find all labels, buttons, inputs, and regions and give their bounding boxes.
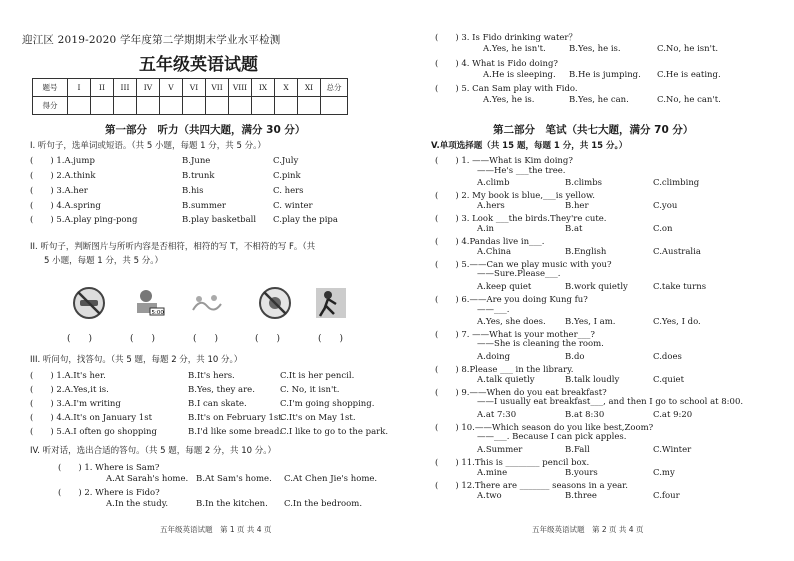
section5-instructions: V.单项选择题（共 15 题，每题 1 分，共 15 分。） bbox=[431, 141, 628, 151]
mc-question: ( ) 7. ——What is your mother___? bbox=[435, 330, 595, 340]
answer-option-c[interactable]: C.No, he isn't. bbox=[657, 44, 719, 54]
page-right bbox=[397, 0, 794, 561]
score-cell: III bbox=[114, 79, 137, 97]
mc-question: ( ) 3. Look ___the birds.They're cute. bbox=[435, 214, 607, 224]
mc-question: ( ) 5.——Can we play music with you? bbox=[435, 260, 612, 270]
question-option-a[interactable]: ( ) 2.A.Yes,it is. bbox=[30, 385, 109, 395]
answer-option-b[interactable]: B.Yes, he can. bbox=[569, 95, 629, 105]
answer-paren[interactable]: ( ) bbox=[67, 334, 93, 344]
question-row bbox=[30, 384, 390, 397]
score-input-cell[interactable] bbox=[137, 97, 160, 115]
listening-question: ( ) 4. What is Fido doing? bbox=[435, 59, 558, 69]
page-footer: 五年级英语试题 第 2 页 共 4 页 bbox=[532, 525, 644, 534]
question-row bbox=[30, 426, 390, 439]
mc-option-b[interactable]: B.yours bbox=[565, 468, 598, 478]
mc-option-c[interactable]: C.on bbox=[653, 224, 673, 234]
mc-option-a[interactable]: A.at 7:30 bbox=[477, 410, 517, 420]
score-input-cell[interactable] bbox=[114, 97, 137, 115]
question-option-b[interactable]: B.Yes, they are. bbox=[188, 385, 255, 395]
question-option-a[interactable]: ( ) 1.A.It's her. bbox=[30, 371, 106, 381]
score-cell: VII bbox=[206, 79, 229, 97]
mc-question-line2: ——She is cleaning the room. bbox=[477, 339, 604, 349]
mc-option-c[interactable]: C.quiet bbox=[653, 375, 684, 385]
question-option-a[interactable]: ( ) 4.A.It's on January 1st bbox=[30, 413, 152, 423]
exam-title: 五年级英语试题 bbox=[139, 55, 258, 75]
question-option-b[interactable]: B.summer bbox=[182, 201, 226, 211]
mc-option-a[interactable]: A.doing bbox=[477, 352, 511, 362]
score-input-cell[interactable] bbox=[91, 97, 114, 115]
answer-option-a[interactable]: A.Yes, he isn't. bbox=[483, 44, 546, 54]
answer-option-b[interactable]: B.Yes, he is. bbox=[569, 44, 621, 54]
score-input-cell[interactable] bbox=[68, 97, 91, 115]
section3-instructions: III. 听问句，找答句。（共 5 题，每题 2 分，共 10 分。） bbox=[30, 355, 243, 365]
mc-option-a[interactable]: A.climb bbox=[477, 178, 510, 188]
picture-row bbox=[62, 286, 362, 326]
question-row bbox=[30, 370, 390, 383]
mc-option-b[interactable]: B.do bbox=[565, 352, 585, 362]
mc-option-a[interactable]: A.keep quiet bbox=[477, 282, 532, 292]
score-input-cell[interactable] bbox=[275, 97, 298, 115]
question-row bbox=[30, 155, 370, 168]
question-option-b[interactable]: B.trunk bbox=[182, 171, 215, 181]
section4-instructions: IV. 听对话，选出合适的答句。（共 5 题，每题 2 分，共 10 分。） bbox=[30, 446, 276, 456]
mc-option-b[interactable]: B.climbs bbox=[565, 178, 603, 188]
score-table bbox=[32, 78, 348, 115]
section2-instructions-cont: 5 小题，每题 1 分，共 5 分。） bbox=[44, 256, 163, 266]
mc-option-c[interactable]: C.take turns bbox=[653, 282, 707, 292]
answer-option-c[interactable]: C.No, he can't. bbox=[657, 95, 721, 105]
score-input-cell[interactable] bbox=[206, 97, 229, 115]
mc-question: ( ) 1. ——What is Kim doing? bbox=[435, 156, 573, 166]
answer-option-a[interactable]: A.He is sleeping. bbox=[483, 70, 556, 80]
mc-question-line2: ——Sure.Please___. bbox=[477, 269, 561, 279]
answer-option-b[interactable]: B.In the kitchen. bbox=[196, 499, 268, 509]
answer-option-c[interactable]: C.In the bedroom. bbox=[284, 499, 363, 509]
mc-option-a[interactable]: A.mine bbox=[477, 468, 508, 478]
mc-question: ( ) 9.——When do you eat breakfast? bbox=[435, 388, 607, 398]
children-drawing-picture bbox=[190, 286, 224, 320]
score-cell: VIII bbox=[229, 79, 252, 97]
answer-option-b[interactable]: B.He is jumping. bbox=[569, 70, 641, 80]
answer-paren[interactable]: ( ) bbox=[193, 334, 219, 344]
question-row bbox=[30, 170, 370, 183]
mc-option-c[interactable]: C.you bbox=[653, 201, 678, 211]
mc-option-b[interactable]: B.English bbox=[565, 247, 607, 257]
score-cell: 题号 bbox=[33, 79, 68, 97]
mc-option-c[interactable]: C.Australia bbox=[653, 247, 701, 257]
mc-question: ( ) 6.——Are you doing Kung fu? bbox=[435, 295, 588, 305]
answer-option-a[interactable]: A.At Sarah's home. bbox=[106, 474, 189, 484]
mc-option-b[interactable]: B.Fall bbox=[565, 445, 590, 455]
mc-question-line2: ——___. bbox=[477, 305, 510, 315]
question-row bbox=[106, 498, 386, 511]
no-rollerskate-sign-icon bbox=[72, 286, 106, 320]
page-footer: 五年级英语试题 第 1 页 共 4 页 bbox=[160, 525, 272, 534]
mc-option-c[interactable]: C.at 9:20 bbox=[653, 410, 693, 420]
question-option-a[interactable]: ( ) 5.A.play ping-pong bbox=[30, 215, 138, 225]
mc-option-b[interactable]: B.Yes, I am. bbox=[565, 317, 616, 327]
mc-option-b[interactable]: B.at 8:30 bbox=[565, 410, 605, 420]
score-cell: 总分 bbox=[321, 79, 348, 97]
answer-paren[interactable]: ( ) bbox=[255, 334, 281, 344]
mc-option-c[interactable]: C.Yes, I do. bbox=[653, 317, 701, 327]
clock-time-label: 5:00 bbox=[151, 310, 164, 316]
score-cell: IX bbox=[252, 79, 275, 97]
score-table-header-row bbox=[33, 79, 348, 97]
mc-question: ( ) 8.Please ___ in the library. bbox=[435, 365, 574, 375]
mc-option-b[interactable]: B.at bbox=[565, 224, 583, 234]
part2-title: 第二部分 笔试（共七大题，满分 70 分） bbox=[493, 124, 694, 136]
answer-option-c[interactable]: C.At Chen Jie's home. bbox=[284, 474, 378, 484]
mc-option-b[interactable]: B.work quietly bbox=[565, 282, 628, 292]
question-option-c[interactable]: C.pink bbox=[273, 171, 301, 181]
question-row bbox=[477, 490, 777, 503]
question-option-a[interactable]: ( ) 3.A.her bbox=[30, 186, 88, 196]
question-option-a[interactable]: ( ) 5.A.I often go shopping bbox=[30, 427, 157, 437]
score-cell: VI bbox=[183, 79, 206, 97]
mc-question: ( ) 10.——Which season do you like best,Zoom? bbox=[435, 423, 654, 433]
boy-kung-fu-picture bbox=[314, 286, 348, 320]
mc-option-a[interactable]: A.hers bbox=[477, 201, 505, 211]
section2-instructions: II. 听句子，判断图片与所听内容是否相符，相符的写 T，不相符的写 F。（共 bbox=[30, 242, 316, 252]
mc-option-c[interactable]: C.Winter bbox=[653, 445, 692, 455]
score-cell: I bbox=[68, 79, 91, 97]
mc-question: ( ) 4.Pandas live in___. bbox=[435, 237, 545, 247]
question-option-c[interactable]: C. hers bbox=[273, 186, 304, 196]
answer-paren[interactable]: ( ) bbox=[318, 334, 344, 344]
question-option-b[interactable]: B.play basketball bbox=[182, 215, 257, 225]
mc-option-a[interactable]: A.Summer bbox=[477, 445, 523, 455]
question-row bbox=[30, 398, 390, 411]
question-option-c[interactable]: C. winter bbox=[273, 201, 313, 211]
score-input-cell[interactable] bbox=[298, 97, 321, 115]
question-option-c[interactable]: C.play the pipa bbox=[273, 215, 338, 225]
question-option-c[interactable]: C. No, it isn't. bbox=[280, 385, 340, 395]
score-input-cell[interactable] bbox=[160, 97, 183, 115]
no-talking-sign-icon bbox=[258, 286, 292, 320]
answer-paren[interactable]: ( ) bbox=[130, 334, 156, 344]
score-cell: IV bbox=[137, 79, 160, 97]
score-cell: 得分 bbox=[33, 97, 68, 115]
score-cell: II bbox=[91, 79, 114, 97]
listening-question: ( ) 5. Can Sam play with Fido. bbox=[435, 84, 578, 94]
mc-question: ( ) 2. My book is blue,___is yellow. bbox=[435, 191, 595, 201]
mc-option-b[interactable]: B.talk loudly bbox=[565, 375, 620, 385]
score-input-cell[interactable] bbox=[252, 97, 275, 115]
section1-instructions: I. 听句子，选单词或短语。（共 5 小题，每题 1 分，共 5 分。） bbox=[30, 141, 266, 151]
question-row bbox=[483, 43, 783, 56]
listening-question: ( ) 3. Is Fido drinking water？ bbox=[435, 33, 577, 43]
question-option-c[interactable]: C.It is her pencil. bbox=[280, 371, 355, 381]
question-option-a[interactable]: ( ) 3.A.I'm writing bbox=[30, 399, 121, 409]
question-option-c[interactable]: C.July bbox=[273, 156, 299, 166]
score-cell: V bbox=[160, 79, 183, 97]
mc-question: ( ) 11.This is ________ pencil box. bbox=[435, 458, 590, 468]
question-row bbox=[483, 69, 783, 82]
mc-option-a[interactable]: A.talk quietly bbox=[477, 375, 535, 385]
score-table-score-row bbox=[33, 97, 348, 115]
question-row bbox=[30, 185, 370, 198]
question-option-a[interactable]: ( ) 1.A.jump bbox=[30, 156, 95, 166]
mc-option-a[interactable]: A.China bbox=[477, 247, 512, 257]
question-row bbox=[30, 200, 370, 213]
mc-option-c[interactable]: C.does bbox=[653, 352, 682, 362]
question-option-b[interactable]: B.It's on February 1st. bbox=[188, 413, 285, 423]
question-option-c[interactable]: C.I'm going shopping. bbox=[280, 399, 375, 409]
score-input-cell[interactable] bbox=[229, 97, 252, 115]
question-option-c[interactable]: C.It's on May 1st. bbox=[280, 413, 356, 423]
mc-option-c[interactable]: C.climbing bbox=[653, 178, 700, 188]
mc-option-b[interactable]: B.her bbox=[565, 201, 589, 211]
girl-reading-clock-picture bbox=[132, 286, 166, 320]
question-option-a[interactable]: ( ) 2.A.think bbox=[30, 171, 96, 181]
mc-question-line2: ——___. Because I can pick apples. bbox=[477, 432, 627, 442]
score-cell: XI bbox=[298, 79, 321, 97]
listening-question: ( ) 2. Where is Fido? bbox=[58, 488, 160, 498]
mc-option-c[interactable]: C.my bbox=[653, 468, 675, 478]
mc-question-line2: ——I usually eat breakfast___, and then I go to school at 8:00. bbox=[477, 397, 744, 407]
question-row bbox=[30, 214, 370, 227]
question-option-b[interactable]: B.June bbox=[182, 156, 211, 166]
mc-option-c[interactable]: C.four bbox=[653, 491, 680, 501]
answer-option-b[interactable]: B.At Sam's home. bbox=[196, 474, 272, 484]
answer-option-c[interactable]: C.He is eating. bbox=[657, 70, 721, 80]
part1-title: 第一部分 听力（共四大题，满分 30 分） bbox=[105, 124, 306, 136]
exam-header: 迎江区 2019-2020 学年度第二学期期末学业水平检测 bbox=[22, 34, 281, 46]
mc-option-b[interactable]: B.three bbox=[565, 491, 597, 501]
question-row bbox=[30, 412, 390, 425]
score-input-cell[interactable] bbox=[321, 97, 348, 115]
mc-option-a[interactable]: A.Yes, she does. bbox=[477, 317, 546, 327]
score-input-cell[interactable] bbox=[183, 97, 206, 115]
answer-option-a[interactable]: A.Yes, he is. bbox=[483, 95, 535, 105]
mc-question: ( ) 12.There are _______ seasons in a year. bbox=[435, 481, 629, 491]
question-option-c[interactable]: C.I like to go to the park. bbox=[280, 427, 389, 437]
mc-option-a[interactable]: A.two bbox=[477, 491, 502, 501]
question-option-b[interactable]: B.It's hers. bbox=[188, 371, 235, 381]
question-row bbox=[483, 94, 783, 107]
question-row bbox=[106, 473, 386, 486]
question-option-b[interactable]: B.I'd like some bread. bbox=[188, 427, 283, 437]
question-option-b[interactable]: B.his bbox=[182, 186, 204, 196]
question-option-b[interactable]: B.I can skate. bbox=[188, 399, 247, 409]
question-option-a[interactable]: ( ) 4.A.spring bbox=[30, 201, 101, 211]
listening-question: ( ) 1. Where is Sam? bbox=[58, 463, 160, 473]
mc-question-line2: ——He's ___the tree. bbox=[477, 166, 566, 176]
score-cell: X bbox=[275, 79, 298, 97]
mc-option-a[interactable]: A.in bbox=[477, 224, 495, 234]
answer-option-a[interactable]: A.In the study. bbox=[106, 499, 169, 509]
